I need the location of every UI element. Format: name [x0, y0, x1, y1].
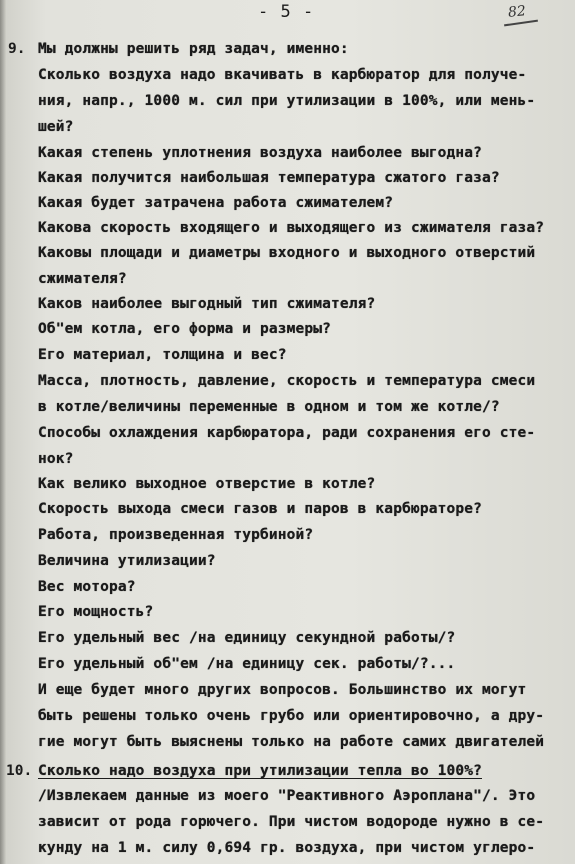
- section-9-line: Его материал, толщина и вес?: [38, 347, 287, 363]
- handwritten-page-number: 82: [507, 3, 527, 21]
- section-9-line: Величина утилизации?: [38, 553, 216, 569]
- page-shadow-edge: [0, 0, 6, 864]
- section-9-line: Вес мотора?: [38, 579, 136, 595]
- section-9-line: Способы охлаждения карбюратора, ради сохранения его сте-: [38, 425, 536, 441]
- section-9-line: быть решены только очень грубо или ориентировочно, а дру-: [38, 708, 545, 724]
- section-9-line: Как велико выходное отверстие в котле?: [38, 476, 376, 492]
- section-9-line: гие могут быть выяснены только на работе самих двигателей: [38, 734, 545, 750]
- section-9-line: Какая будет затрачена работа сжимателем?: [38, 195, 394, 211]
- section-9-line: Мы должны решить ряд задач, именно:: [38, 41, 349, 57]
- page-number: - 5 -: [258, 2, 315, 22]
- section-9-line: Его удельный вес /на единицу секундной работы/?: [38, 630, 456, 646]
- section-9-line: в котле/величины переменные в одном и том же котле/?: [38, 399, 500, 415]
- section-9-line: Масса, плотность, давление, скорость и температура смеси: [38, 373, 536, 389]
- section-9-line: Скорость выхода смеси газов и паров в карбюраторе?: [38, 501, 482, 517]
- section-9-line: Работа, произведенная турбиной?: [38, 527, 314, 543]
- section-10-heading: Сколько надо воздуха при утилизации тепла во 100%?: [38, 763, 482, 779]
- section-9-line: Какая получится наибольшая температура сжатого газа?: [38, 170, 500, 186]
- section-10-line: кунду на 1 м. силу 0,694 гр. воздуха, при чистом углеро-: [38, 840, 536, 856]
- section-10-number: 10.: [6, 763, 33, 779]
- section-10-line: /Извлекаем данные из моего "Реактивного Аэроплана"/. Это: [38, 788, 536, 804]
- section-9-line: И еще будет много других вопросов. Большинство их могут: [38, 682, 527, 698]
- section-9-line: Об"ем котла, его форма и размеры?: [38, 321, 332, 337]
- section-9-line: сжимателя?: [38, 271, 127, 287]
- section-9-line: Какова скорость входящего и выходящего из сжимателя газа?: [38, 220, 545, 236]
- section-9-line: Его удельный об"ем /на единицу сек. работы/?...: [38, 656, 456, 672]
- section-10-line: зависит от рода горючего. При чистом водороде нужно в се-: [38, 814, 545, 830]
- section-9-line: шей?: [38, 119, 74, 135]
- section-9-line: ния, напр., 1000 м. сил при утилизации в 100%, или мень-: [38, 93, 536, 109]
- section-9-line: Сколько воздуха надо вкачивать в карбюратор для получе-: [38, 67, 527, 83]
- section-9-line: Каков наиболее выгодный тип сжимателя?: [38, 296, 376, 312]
- section-9-line: Каковы площади и диаметры входного и выходного отверстий: [38, 245, 536, 261]
- section-9-line: Его мощность?: [38, 604, 154, 620]
- section-9-line: Какая степень уплотнения воздуха наиболее выгодна?: [38, 145, 482, 161]
- section-9-line: нок?: [38, 451, 74, 467]
- section-9-number: 9.: [8, 41, 26, 57]
